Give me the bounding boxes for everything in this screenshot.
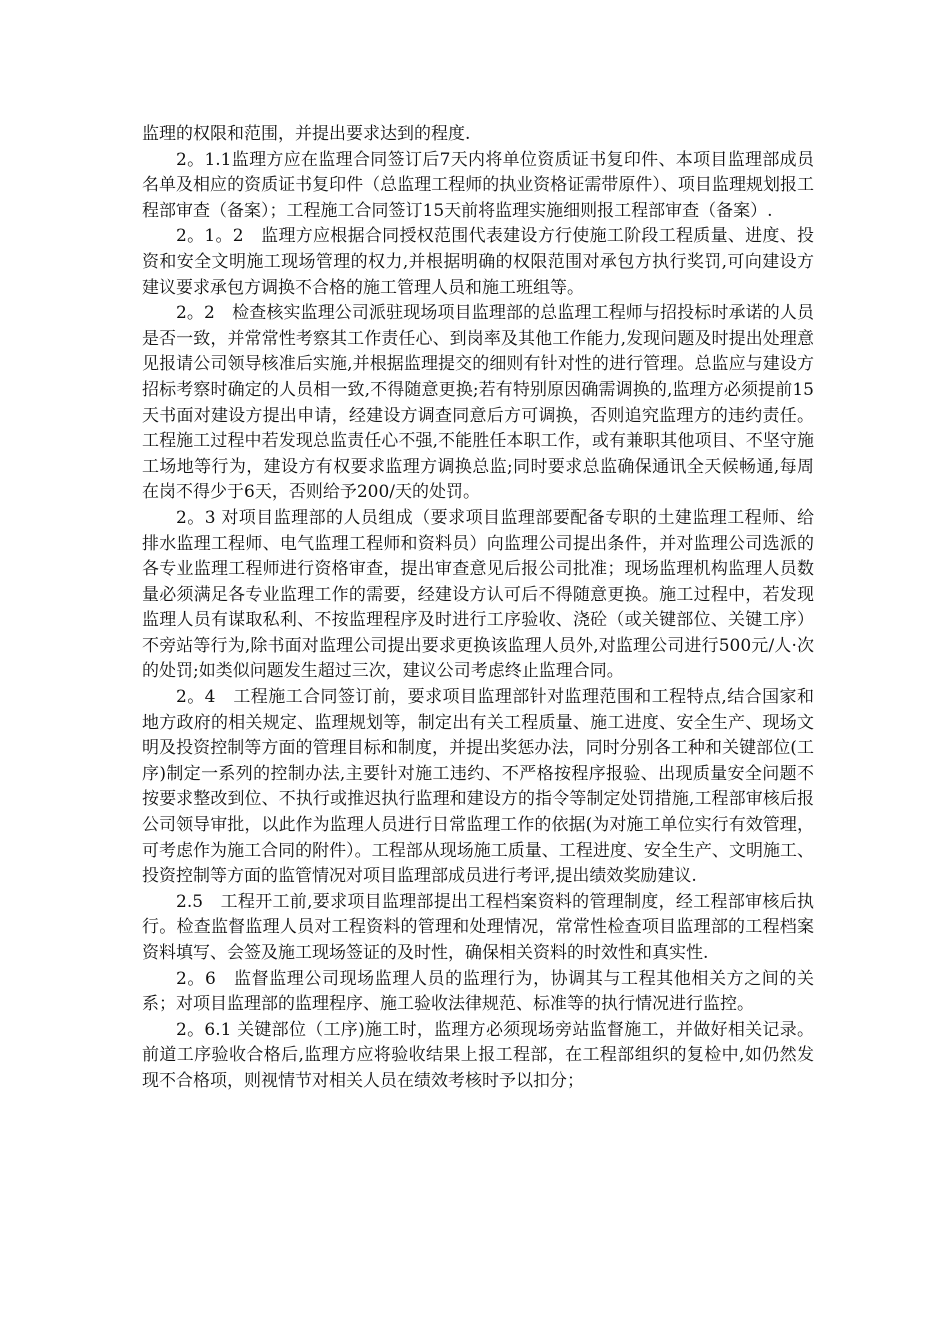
paragraph-2-3: 2。3 对项目监理部的人员组成（要求项目监理部要配备专职的土建监理工程师、给排水监理工程师、电气监理工程师和资料员）向监理公司提出条件，并对监理公司选派的各专业监理工程师进行资格审查，提出审查意见后报公司批准；现场监理机构监理人员数量必须满足各专业监理工作的需要，经建设方认可后不得随意更换。施工过程中，若发现监理人员有谋取私利、不按监理程序及时进行工序验收、浇砼（或关键部位、关键工序）不旁站等行为,除书面对监理公司提出要求更换该监理人员外,对监理公司进行500元/人·次的处罚;如类似问题发生超过三次，建议公司考虑终止监理合同。	[142, 507, 814, 682]
paragraph-2-5: 2.5 工程开工前,要求项目监理部提出工程档案资料的管理制度，经工程部审核后执行。检查监督监理人员对工程资料的管理和处理情况，常常性检查项目监理部的工程档案资料填写、会签及施工现场签证的及时性，确保相关资料的时效性和真实性.	[142, 891, 814, 963]
paragraph-2-1-2: 2。1。2 监理方应根据合同授权范围代表建设方行使施工阶段工程质量、进度、投资和安全文明施工现场管理的权力,并根据明确的权限范围对承包方执行奖罚,可向建设方建议要求承包方调换不合格的施工管理人员和施工班组等。	[142, 226, 814, 298]
paragraph-2-1-1: 2。1.1监理方应在监理合同签订后7天内将单位资质证书复印件、本项目监理部成员名单及相应的资质证书复印件（总监理工程师的执业资格证需带原件）、项目监理规划报工程部审查（备案）；工程施工合同签订15天前将监理实施细则报工程部审查（备案）.	[142, 149, 814, 221]
paragraph-2-6: 2。6 监督监理公司现场监理人员的监理行为，协调其与工程其他相关方之间的关系；对项目监理部的监理程序、施工验收法律规范、标准等的执行情况进行监控。	[142, 968, 814, 1015]
paragraph-2-4: 2。4 工程施工合同签订前，要求项目监理部针对监理范围和工程特点,结合国家和地方政府的相关规定、监理规划等，制定出有关工程质量、施工进度、安全生产、现场文明及投资控制等方面的管理目标和制度，并提出奖惩办法，同时分别各工种和关键部位(工序)制定一系列的控制办法,主要针对施工违约、不严格按程序报验、出现质量安全问题不按要求整改到位、不执行或推迟执行监理和建设方的指令等制定处罚措施,工程部审核后报公司领导审批，以此作为监理人员进行日常监理工作的依据(为对施工单位实行有效管理，可考虑作为施工合同的附件）。工程部从现场施工质量、工程进度、安全生产、文明施工、投资控制等方面的监管情况对项目监理部成员进行考评,提出绩效奖励建议.	[142, 687, 814, 887]
paragraph-2-2: 2。2 检查核实监理公司派驻现场项目监理部的总监理工程师与招投标时承诺的人员是否一致，并常常性考察其工作责任心、到岗率及其他工作能力,发现问题及时提出处理意见报请公司领导核准后实施,并根据监理提交的细则有针对性的进行管理。总监应与建设方招标考察时确定的人员相一致,不得随意更换;若有特别原因确需调换的,监理方必须提前15天书面对建设方提出申请，经建设方调查同意后方可调换，否则追究监理方的违约责任。工程施工过程中若发现总监责任心不强,不能胜任本职工作，或有兼职其他项目、不坚守施工场地等行为，建设方有权要求监理方调换总监;同时要求总监确保通讯全天候畅通,每周在岗不得少于6天，否则给予200/天的处罚。	[142, 303, 814, 503]
paragraph-2-6-1: 2。6.1 关键部位（工序)施工时，监理方必须现场旁站监督施工，并做好相关记录。前道工序验收合格后,监理方应将验收结果上报工程部，在工程部组织的复检中,如仍然发现不合格项，则视情节对相关人员在绩效考核时予以扣分；	[142, 1019, 814, 1091]
paragraph-scope-continuation: 监理的权限和范围，并提出要求达到的程度.	[142, 124, 471, 144]
document-page	[142, 122, 814, 1095]
